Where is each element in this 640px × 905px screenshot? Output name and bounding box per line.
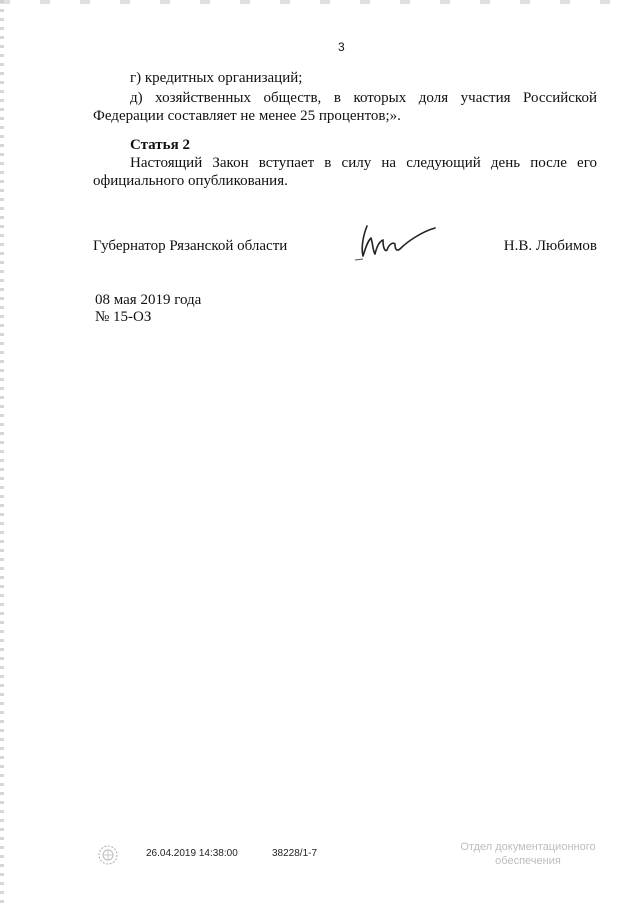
item-g: г) кредитных организаций; (130, 70, 303, 86)
registration-number: 38228/1-7 (272, 848, 318, 859)
department-line-1: Отдел документационного (460, 841, 596, 853)
scan-edge-top (0, 0, 640, 4)
page-number: 3 (338, 40, 345, 54)
registration-timestamp: 26.04.2019 14:38:00 (146, 848, 238, 859)
article-line-2: официального опубликования. (93, 173, 288, 189)
issue-date: 08 мая 2019 года (95, 292, 202, 308)
department-line-2: обеспечения (495, 855, 561, 867)
item-d-line-1: д) хозяйственных обществ, в которых доля участия Российской (130, 90, 597, 106)
signature-block (93, 238, 597, 268)
signatory-title: Губернатор Рязанской области (93, 238, 288, 254)
law-number: № 15-ОЗ (95, 309, 152, 325)
department-stamp (448, 840, 608, 868)
signatory-name: Н.В. Любимов (503, 238, 597, 254)
item-d-line-2: Федерации составляет не менее 25 процентов;». (93, 108, 401, 124)
article-line-1: Настоящий Закон вступает в силу на следующий день после его (130, 155, 597, 171)
article-heading: Статья 2 (130, 137, 190, 153)
scan-edge-left (0, 0, 4, 905)
registration-stamp-icon (97, 844, 119, 866)
registration-footer (0, 840, 640, 880)
handwritten-signature-icon (349, 220, 445, 264)
